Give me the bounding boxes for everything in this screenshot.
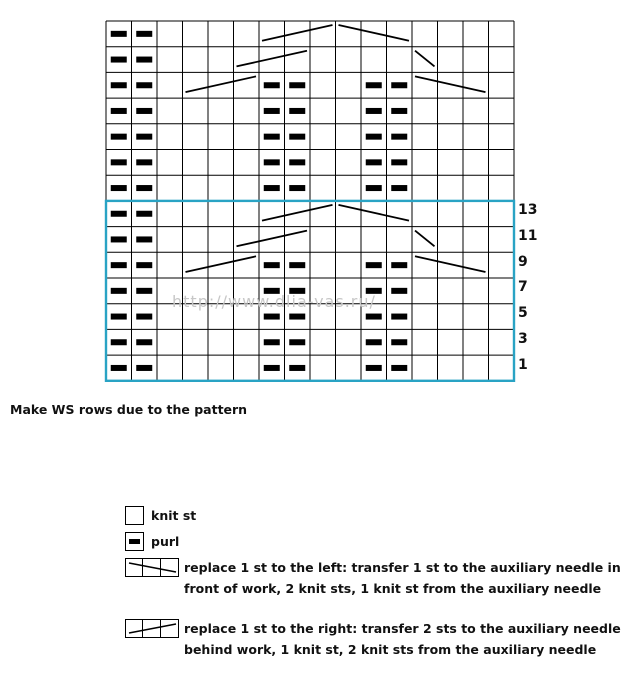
purl-mark xyxy=(136,211,152,217)
row-number-11: 11 xyxy=(518,228,538,244)
purl-mark xyxy=(111,288,127,294)
row-number-3: 3 xyxy=(518,331,528,347)
purl-mark xyxy=(136,31,152,37)
purl-mark xyxy=(111,134,127,140)
purl-mark xyxy=(289,339,305,345)
row-number-5: 5 xyxy=(518,305,528,321)
purl-mark xyxy=(366,82,382,88)
purl-mark xyxy=(289,159,305,165)
purl-mark xyxy=(111,185,127,191)
row-number-1: 1 xyxy=(518,357,528,373)
purl-mark xyxy=(391,159,407,165)
purl-mark xyxy=(391,339,407,345)
purl-mark xyxy=(111,314,127,320)
purl-mark xyxy=(366,339,382,345)
purl-mark xyxy=(136,262,152,268)
purl-mark xyxy=(111,57,127,63)
purl-mark xyxy=(136,185,152,191)
purl-mark xyxy=(366,159,382,165)
purl-mark xyxy=(289,365,305,371)
purl-mark xyxy=(391,134,407,140)
purl-mark xyxy=(111,365,127,371)
purl-mark xyxy=(136,82,152,88)
purl-mark xyxy=(391,262,407,268)
purl-mark xyxy=(391,82,407,88)
purl-mark xyxy=(111,339,127,345)
purl-mark xyxy=(264,134,280,140)
legend-purl-label: purl xyxy=(151,534,180,549)
row-number-13: 13 xyxy=(518,202,538,218)
purl-mark xyxy=(289,108,305,114)
purl-mark xyxy=(264,185,280,191)
cable-right-icon xyxy=(125,619,180,639)
purl-mark xyxy=(264,365,280,371)
purl-mark xyxy=(136,236,152,242)
legend-cable-left-line-2: front of work, 2 knit sts, 1 knit st from the auxiliary needle xyxy=(184,581,602,596)
purl-mark xyxy=(264,339,280,345)
knit-stitch-icon xyxy=(125,506,145,526)
ws-rows-note: Make WS rows due to the pattern xyxy=(10,402,248,417)
row-number-9: 9 xyxy=(518,254,528,270)
purl-mark xyxy=(264,159,280,165)
purl-mark xyxy=(136,57,152,63)
purl-mark xyxy=(366,108,382,114)
purl-mark xyxy=(136,108,152,114)
purl-mark xyxy=(264,108,280,114)
purl-mark xyxy=(366,262,382,268)
purl-mark xyxy=(136,288,152,294)
purl-mark xyxy=(391,185,407,191)
purl-mark xyxy=(111,82,127,88)
purl-mark xyxy=(289,82,305,88)
purl-mark xyxy=(136,365,152,371)
purl-mark xyxy=(136,159,152,165)
purl-mark xyxy=(136,339,152,345)
purl-mark xyxy=(366,365,382,371)
purl-mark xyxy=(391,314,407,320)
cable-left-icon xyxy=(125,558,180,578)
purl-mark xyxy=(289,185,305,191)
legend-cable-right-line-1: replace 1 st to the right: transfer 2 sts to the auxiliary needle xyxy=(184,621,621,636)
purl-mark xyxy=(111,31,127,37)
watermark: http://www.dlia-vas.ru/ xyxy=(172,292,376,311)
purl-mark xyxy=(289,314,305,320)
purl-stitch-icon xyxy=(125,532,145,552)
purl-mark xyxy=(136,314,152,320)
purl-mark xyxy=(111,236,127,242)
purl-mark xyxy=(366,134,382,140)
purl-mark xyxy=(264,262,280,268)
purl-mark xyxy=(111,211,127,217)
purl-mark xyxy=(391,108,407,114)
purl-mark xyxy=(264,314,280,320)
purl-mark xyxy=(111,262,127,268)
row-number-7: 7 xyxy=(518,279,528,295)
legend-knit-label: knit st xyxy=(151,508,197,523)
legend-cable-left-line-1: replace 1 st to the left: transfer 1 st to the auxiliary needle in xyxy=(184,560,621,575)
purl-mark xyxy=(391,288,407,294)
purl-mark xyxy=(366,185,382,191)
purl-mark xyxy=(289,262,305,268)
purl-mark xyxy=(111,159,127,165)
purl-mark xyxy=(289,134,305,140)
purl-mark xyxy=(264,82,280,88)
purl-mark xyxy=(111,108,127,114)
purl-mark xyxy=(391,365,407,371)
purl-mark xyxy=(136,134,152,140)
legend-cable-right-line-2: behind work, 1 knit st, 2 knit sts from the auxiliary needle xyxy=(184,642,597,657)
purl-mark xyxy=(366,314,382,320)
